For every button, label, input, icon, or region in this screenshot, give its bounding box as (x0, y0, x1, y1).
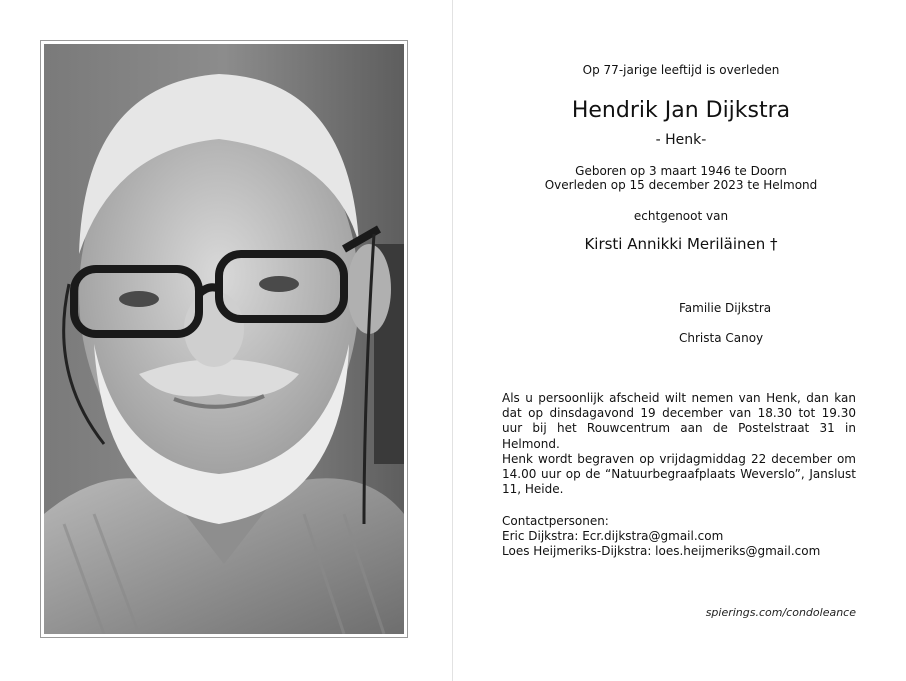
condolence-website: spierings.com/condoleance (705, 606, 856, 619)
family-line: Christa Canoy (679, 331, 764, 345)
spouse-name: Kirsti Annikki Meriläinen † (584, 235, 778, 253)
nickname: - Henk- (655, 132, 707, 148)
contacts-block (502, 514, 820, 560)
portrait-photo (44, 44, 404, 634)
birth-line: Geboren op 3 maart 1946 te Doorn (575, 164, 787, 178)
intro-text: Op 77-jarige leeftijd is overleden (582, 63, 780, 77)
contacts-heading: Contactpersonen: (502, 514, 609, 528)
deceased-name: Hendrik Jan Dijkstra (571, 98, 791, 123)
death-line: Overleden op 15 december 2023 te Helmond (544, 178, 818, 192)
burial-paragraph: Henk wordt begraven op vrijdagmiddag 22 december om 14.00 uur op de “Natuurbegraafplaats Weverslo”, Janslust 11, Heide. (502, 452, 856, 497)
page-fold (452, 0, 453, 681)
spouse-label: echtgenoot van (633, 209, 729, 223)
contact-line: Loes Heijmeriks-Dijkstra: loes.heijmeriks@gmail.com (502, 544, 821, 559)
contact-line: Eric Dijkstra: Ecr.dijkstra@gmail.com (502, 529, 724, 544)
family-line: Familie Dijkstra (679, 301, 772, 315)
announcement-panel (456, 0, 906, 681)
farewell-paragraph: Als u persoonlijk afscheid wilt nemen van Henk, dan kan dat op dinsdagavond 19 december van 18.30 tot 19.30 uur bij het Rouwcentrum aan de Postelstraat 31 in Helmond. (502, 391, 856, 451)
portrait-frame (40, 40, 408, 638)
